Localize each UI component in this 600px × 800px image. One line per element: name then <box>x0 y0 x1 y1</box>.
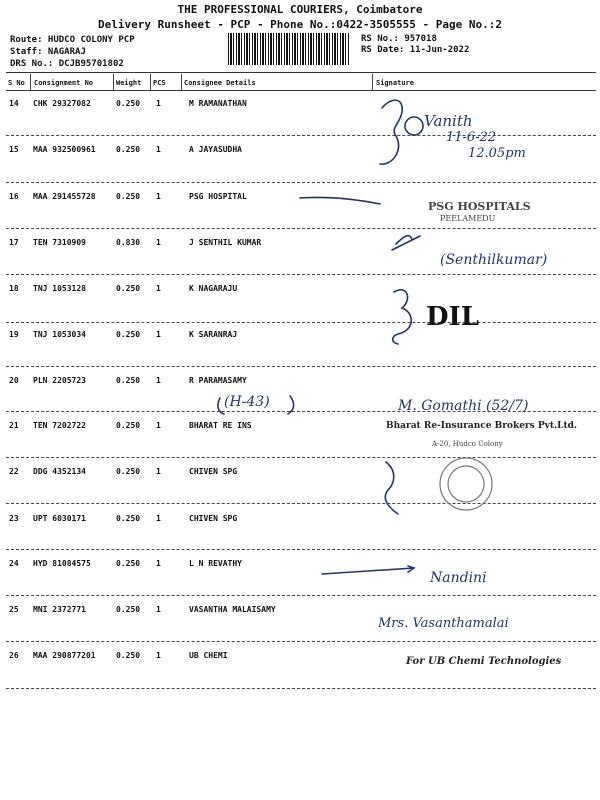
row-divider <box>6 641 596 642</box>
row-pcs: 1 <box>156 605 161 614</box>
row-pcs: 1 <box>156 559 161 568</box>
row-sno: 23 <box>9 514 19 523</box>
row-divider <box>6 366 596 367</box>
sig-row18: DIL <box>426 302 479 332</box>
row-consignment: UPT 6030171 <box>33 514 86 523</box>
signature-stroke <box>385 462 398 514</box>
stamp-row21: Bharat Re-Insurance Brokers Pvt.Ltd. <box>386 421 578 431</box>
row-consignment: DDG 4352134 <box>33 467 86 476</box>
row-weight: 0.250 <box>116 376 141 385</box>
col-weight: Weight <box>116 79 142 87</box>
sig-row14: Vanith <box>424 112 473 130</box>
row-weight: 0.250 <box>116 651 141 660</box>
stamp-row21-sub: A-20, Hudco Colony <box>432 440 503 448</box>
col-consignment: Consignment No <box>34 79 94 87</box>
row-weight: 0.250 <box>116 330 141 339</box>
row-weight: 0.250 <box>116 559 141 568</box>
row-consignee: VASANTHA MALAISAMY <box>189 605 276 614</box>
row-consignment: CHK 29327082 <box>33 99 91 108</box>
row-consignee: A JAYASUDHA <box>189 145 242 154</box>
signature-stroke <box>392 236 420 250</box>
row-weight: 0.250 <box>116 605 141 614</box>
row-pcs: 1 <box>156 514 161 523</box>
col-consignee: Consignee Details <box>184 79 256 87</box>
row-weight: 0.250 <box>116 467 141 476</box>
row-sno: 21 <box>9 421 19 430</box>
row-consignee: CHIVEN SPG <box>189 514 238 523</box>
row-divider <box>6 503 596 504</box>
row-consignee: BHARAT RE INS <box>189 421 252 430</box>
company-title: THE PROFESSIONAL COURIERS, Coimbatore <box>177 3 423 16</box>
row-pcs: 1 <box>156 284 161 293</box>
row-weight: 0.250 <box>116 421 141 430</box>
row-divider <box>6 549 596 550</box>
signature-stroke <box>322 568 414 574</box>
row-sno: 18 <box>9 284 19 293</box>
sig-row25: Mrs. Vasanthamalai <box>378 616 509 631</box>
row-sno: 20 <box>9 376 19 385</box>
row-consignment: TNJ 1053034 <box>33 330 86 339</box>
row-consignment: TEN 7310909 <box>33 238 86 247</box>
row-sno: 16 <box>9 192 19 201</box>
row-weight: 0.250 <box>116 145 141 154</box>
column-divider <box>150 74 151 90</box>
row-consignment: MAA 932500961 <box>33 145 96 154</box>
row-consignee: M RAMANATHAN <box>189 99 247 108</box>
row-sno: 15 <box>9 145 19 154</box>
row-consignee: R PARAMASAMY <box>189 376 247 385</box>
row-weight: 0.250 <box>116 514 141 523</box>
row-sno: 26 <box>9 651 19 660</box>
row-weight: 0.250 <box>116 192 141 201</box>
row-consignee: L N REVATHY <box>189 559 242 568</box>
row-divider <box>6 595 596 596</box>
row-divider <box>6 228 596 229</box>
signature-stroke <box>405 117 423 135</box>
column-divider <box>372 74 373 90</box>
row-consignment: TEN 7202722 <box>33 421 86 430</box>
col-pcs: PCS <box>153 79 166 87</box>
rs-number: RS No.: 957018 <box>361 34 437 44</box>
column-divider <box>113 74 114 90</box>
row-divider <box>6 322 596 323</box>
row-pcs: 1 <box>156 330 161 339</box>
col-signature: Signature <box>376 79 414 87</box>
row-consignment: MNI 2372771 <box>33 605 86 614</box>
row-consignee: K NAGARAJU <box>189 284 238 293</box>
row-consignment: PLN 2205723 <box>33 376 86 385</box>
row-sno: 22 <box>9 467 19 476</box>
stamp-circle <box>448 466 484 502</box>
row-pcs: 1 <box>156 421 161 430</box>
row-consignment: TNJ 1053128 <box>33 284 86 293</box>
row-sno: 24 <box>9 559 19 568</box>
signature-stroke <box>408 566 414 572</box>
staff-label: Staff: NAGARAJ <box>10 47 86 57</box>
row-divider <box>6 457 596 458</box>
sig-row20: M. Gomathi (52/7) <box>398 398 529 414</box>
sig-row14-date: 11-6-22 <box>446 130 497 145</box>
signature-stroke <box>380 100 402 164</box>
row-consignment: MAA 290877201 <box>33 651 96 660</box>
row-pcs: 1 <box>156 238 161 247</box>
row-consignee: PSG HOSPITAL <box>189 192 247 201</box>
sig-row14-time: 12.05pm <box>468 146 526 161</box>
header-bottom-rule <box>6 90 596 91</box>
row-pcs: 1 <box>156 376 161 385</box>
stamp-row16: PSG HOSPITALS <box>428 200 531 213</box>
row-divider <box>6 135 596 136</box>
row-sno: 17 <box>9 238 19 247</box>
barcode <box>228 33 350 65</box>
row-pcs: 1 <box>156 467 161 476</box>
stamp-row26: For UB Chemi Technologies <box>406 656 562 667</box>
row-consignee: J SENTHIL KUMAR <box>189 238 262 247</box>
row-consignment: MAA 291455728 <box>33 192 96 201</box>
rs-date: RS Date: 11-Jun-2022 <box>361 45 470 55</box>
route-label: Route: HUDCO COLONY PCP <box>10 35 135 45</box>
row-sno: 14 <box>9 99 19 108</box>
row-sno: 25 <box>9 605 19 614</box>
row-divider <box>6 182 596 183</box>
row-sno: 19 <box>9 330 19 339</box>
drs-label: DRS No.: DCJB95701802 <box>10 59 124 69</box>
sig-row17: (Senthilkumar) <box>440 252 548 268</box>
runsheet-subtitle: Delivery Runsheet - PCP - Phone No.:0422-3505555 - Page No.:2 <box>98 18 502 31</box>
signature-stroke <box>300 197 380 204</box>
note-row20: (H-43) <box>224 394 270 410</box>
header-top-rule <box>6 72 596 73</box>
column-divider <box>30 74 31 90</box>
row-consignee: UB CHEMI <box>189 651 228 660</box>
row-pcs: 1 <box>156 192 161 201</box>
row-divider <box>6 274 596 275</box>
row-consignee: K SARANRAJ <box>189 330 238 339</box>
row-weight: 0.250 <box>116 284 141 293</box>
row-pcs: 1 <box>156 651 161 660</box>
column-divider <box>181 74 182 90</box>
sig-row24: Nandini <box>430 570 487 586</box>
stamp-row16-sub: PEELAMEDU <box>440 214 496 223</box>
row-divider <box>6 688 596 689</box>
row-weight: 0.250 <box>116 99 141 108</box>
row-consignment: HYD 81084575 <box>33 559 91 568</box>
row-consignee: CHIVEN SPG <box>189 467 238 476</box>
signature-stroke <box>393 290 412 344</box>
row-pcs: 1 <box>156 99 161 108</box>
row-weight: 0.830 <box>116 238 141 247</box>
row-pcs: 1 <box>156 145 161 154</box>
col-sno: S No <box>8 79 25 87</box>
